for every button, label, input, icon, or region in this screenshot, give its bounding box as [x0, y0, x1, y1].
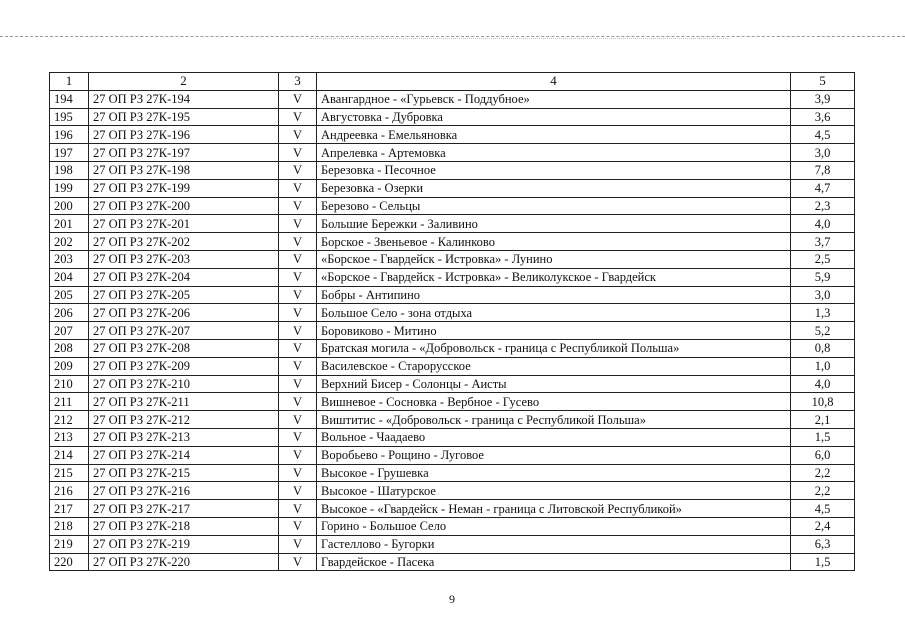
road-length: 4,5	[791, 500, 855, 518]
table-row	[50, 482, 855, 500]
table-row	[50, 250, 855, 268]
road-category: V	[279, 144, 317, 162]
road-length: 0,8	[791, 339, 855, 357]
road-category: V	[279, 411, 317, 429]
road-length: 4,7	[791, 179, 855, 197]
header-col-number: 1	[50, 73, 89, 91]
road-category: V	[279, 197, 317, 215]
road-name: Березовка - Озерки	[317, 179, 791, 197]
road-name: Вольное - Чаадаево	[317, 428, 791, 446]
road-name: «Борское - Гвардейск - Истровка» - Великолукское - Гвардейск	[317, 268, 791, 286]
row-number: 194	[50, 90, 89, 108]
header-row	[50, 73, 855, 91]
road-code: 27 ОП РЗ 27К-203	[89, 250, 279, 268]
row-number: 209	[50, 357, 89, 375]
road-category: V	[279, 233, 317, 251]
road-length: 1,0	[791, 357, 855, 375]
road-code: 27 ОП РЗ 27К-208	[89, 339, 279, 357]
road-name: Березовка - Песочное	[317, 161, 791, 179]
table-header	[50, 73, 855, 91]
road-length: 2,5	[791, 250, 855, 268]
road-name: «Борское - Гвардейск - Истровка» - Лунино	[317, 250, 791, 268]
table-row	[50, 375, 855, 393]
table-row	[50, 535, 855, 553]
table-row	[50, 179, 855, 197]
road-name: Березово - Сельцы	[317, 197, 791, 215]
road-name: Братская могила - «Добровольск - граница с Республикой Польша»	[317, 339, 791, 357]
road-name: Василевское - Старорусское	[317, 357, 791, 375]
row-number: 203	[50, 250, 89, 268]
road-category: V	[279, 464, 317, 482]
road-name: Боровиково - Митино	[317, 322, 791, 340]
road-code: 27 ОП РЗ 27К-212	[89, 411, 279, 429]
road-name: Гастеллово - Бугорки	[317, 535, 791, 553]
road-name: Августовка - Дубровка	[317, 108, 791, 126]
road-length: 3,9	[791, 90, 855, 108]
row-number: 219	[50, 535, 89, 553]
road-name: Большие Бережки - Заливино	[317, 215, 791, 233]
table-row	[50, 161, 855, 179]
road-code: 27 ОП РЗ 27К-198	[89, 161, 279, 179]
table-row	[50, 393, 855, 411]
road-name: Горино - Большое Село	[317, 517, 791, 535]
table-row	[50, 304, 855, 322]
road-name: Гвардейское - Пасека	[317, 553, 791, 571]
row-number: 205	[50, 286, 89, 304]
header-col-name: 4	[317, 73, 791, 91]
table-row	[50, 428, 855, 446]
table-row	[50, 197, 855, 215]
header-col-length: 5	[791, 73, 855, 91]
road-code: 27 ОП РЗ 27К-211	[89, 393, 279, 411]
road-code: 27 ОП РЗ 27К-213	[89, 428, 279, 446]
row-number: 214	[50, 446, 89, 464]
scan-top-rule-faint	[310, 38, 730, 40]
road-code: 27 ОП РЗ 27К-201	[89, 215, 279, 233]
road-category: V	[279, 286, 317, 304]
page-number: 9	[449, 592, 455, 606]
road-length: 6,3	[791, 535, 855, 553]
road-length: 5,9	[791, 268, 855, 286]
road-category: V	[279, 161, 317, 179]
row-number: 218	[50, 517, 89, 535]
table-row	[50, 233, 855, 251]
row-number: 196	[50, 126, 89, 144]
row-number: 208	[50, 339, 89, 357]
road-code: 27 ОП РЗ 27К-215	[89, 464, 279, 482]
road-name: Высокое - Шатурское	[317, 482, 791, 500]
row-number: 198	[50, 161, 89, 179]
road-name: Бобры - Антипино	[317, 286, 791, 304]
road-code: 27 ОП РЗ 27К-214	[89, 446, 279, 464]
table-row	[50, 126, 855, 144]
road-category: V	[279, 428, 317, 446]
road-length: 4,0	[791, 375, 855, 393]
road-category: V	[279, 108, 317, 126]
road-category: V	[279, 215, 317, 233]
road-length: 4,0	[791, 215, 855, 233]
road-length: 5,2	[791, 322, 855, 340]
row-number: 220	[50, 553, 89, 571]
road-category: V	[279, 90, 317, 108]
road-code: 27 ОП РЗ 27К-209	[89, 357, 279, 375]
road-code: 27 ОП РЗ 27К-199	[89, 179, 279, 197]
road-length: 1,5	[791, 553, 855, 571]
road-name: Высокое - «Гвардейск - Неман - граница с Литовской Республикой»	[317, 500, 791, 518]
road-category: V	[279, 500, 317, 518]
road-code: 27 ОП РЗ 27К-204	[89, 268, 279, 286]
road-length: 4,5	[791, 126, 855, 144]
row-number: 217	[50, 500, 89, 518]
road-length: 2,2	[791, 482, 855, 500]
table-row	[50, 268, 855, 286]
road-code: 27 ОП РЗ 27К-218	[89, 517, 279, 535]
road-name: Вишневое - Сосновка - Вербное - Гусево	[317, 393, 791, 411]
table-row	[50, 553, 855, 571]
row-number: 200	[50, 197, 89, 215]
row-number: 199	[50, 179, 89, 197]
road-length: 2,2	[791, 464, 855, 482]
road-name: Большое Село - зона отдыха	[317, 304, 791, 322]
road-code: 27 ОП РЗ 27К-197	[89, 144, 279, 162]
road-length: 3,0	[791, 286, 855, 304]
road-length: 3,7	[791, 233, 855, 251]
road-category: V	[279, 446, 317, 464]
road-code: 27 ОП РЗ 27К-207	[89, 322, 279, 340]
row-number: 197	[50, 144, 89, 162]
road-category: V	[279, 517, 317, 535]
table-row	[50, 144, 855, 162]
road-length: 7,8	[791, 161, 855, 179]
row-number: 201	[50, 215, 89, 233]
road-code: 27 ОП РЗ 27К-200	[89, 197, 279, 215]
road-code: 27 ОП РЗ 27К-205	[89, 286, 279, 304]
road-name: Высокое - Грушевка	[317, 464, 791, 482]
road-name: Виштитис - «Добровольск - граница с Республикой Польша»	[317, 411, 791, 429]
road-category: V	[279, 375, 317, 393]
table-row	[50, 517, 855, 535]
road-name: Андреевка - Емельяновка	[317, 126, 791, 144]
road-name: Борское - Звеньевое - Калинково	[317, 233, 791, 251]
road-name: Воробьево - Рощино - Луговое	[317, 446, 791, 464]
road-category: V	[279, 126, 317, 144]
row-number: 206	[50, 304, 89, 322]
road-category: V	[279, 322, 317, 340]
road-code: 27 ОП РЗ 27К-196	[89, 126, 279, 144]
road-code: 27 ОП РЗ 27К-219	[89, 535, 279, 553]
row-number: 207	[50, 322, 89, 340]
table-row	[50, 411, 855, 429]
road-length: 3,6	[791, 108, 855, 126]
road-code: 27 ОП РЗ 27К-220	[89, 553, 279, 571]
road-name: Авангардное - «Гурьевск - Поддубное»	[317, 90, 791, 108]
road-length: 1,5	[791, 428, 855, 446]
road-category: V	[279, 482, 317, 500]
table-row	[50, 339, 855, 357]
row-number: 210	[50, 375, 89, 393]
road-name: Апрелевка - Артемовка	[317, 144, 791, 162]
row-number: 216	[50, 482, 89, 500]
table-row	[50, 108, 855, 126]
row-number: 215	[50, 464, 89, 482]
road-code: 27 ОП РЗ 27К-202	[89, 233, 279, 251]
road-length: 6,0	[791, 446, 855, 464]
road-length: 10,8	[791, 393, 855, 411]
table-row	[50, 500, 855, 518]
road-code: 27 ОП РЗ 27К-194	[89, 90, 279, 108]
road-category: V	[279, 357, 317, 375]
roads-table	[49, 72, 855, 571]
table-row	[50, 464, 855, 482]
table-row	[50, 357, 855, 375]
road-code: 27 ОП РЗ 27К-217	[89, 500, 279, 518]
table-row	[50, 322, 855, 340]
road-category: V	[279, 339, 317, 357]
road-category: V	[279, 250, 317, 268]
table-body	[50, 90, 855, 571]
row-number: 211	[50, 393, 89, 411]
road-length: 2,1	[791, 411, 855, 429]
road-code: 27 ОП РЗ 27К-206	[89, 304, 279, 322]
road-length: 3,0	[791, 144, 855, 162]
road-category: V	[279, 179, 317, 197]
row-number: 212	[50, 411, 89, 429]
road-category: V	[279, 553, 317, 571]
table-row	[50, 90, 855, 108]
row-number: 202	[50, 233, 89, 251]
road-length: 2,3	[791, 197, 855, 215]
road-code: 27 ОП РЗ 27К-210	[89, 375, 279, 393]
road-category: V	[279, 268, 317, 286]
road-length: 2,4	[791, 517, 855, 535]
table-row	[50, 215, 855, 233]
row-number: 213	[50, 428, 89, 446]
row-number: 195	[50, 108, 89, 126]
row-number: 204	[50, 268, 89, 286]
table-row	[50, 286, 855, 304]
road-code: 27 ОП РЗ 27К-195	[89, 108, 279, 126]
header-col-code: 2	[89, 73, 279, 91]
road-category: V	[279, 393, 317, 411]
table-row	[50, 446, 855, 464]
road-code: 27 ОП РЗ 27К-216	[89, 482, 279, 500]
header-col-category: 3	[279, 73, 317, 91]
road-category: V	[279, 304, 317, 322]
road-length: 1,3	[791, 304, 855, 322]
road-name: Верхний Бисер - Солонцы - Аисты	[317, 375, 791, 393]
road-category: V	[279, 535, 317, 553]
